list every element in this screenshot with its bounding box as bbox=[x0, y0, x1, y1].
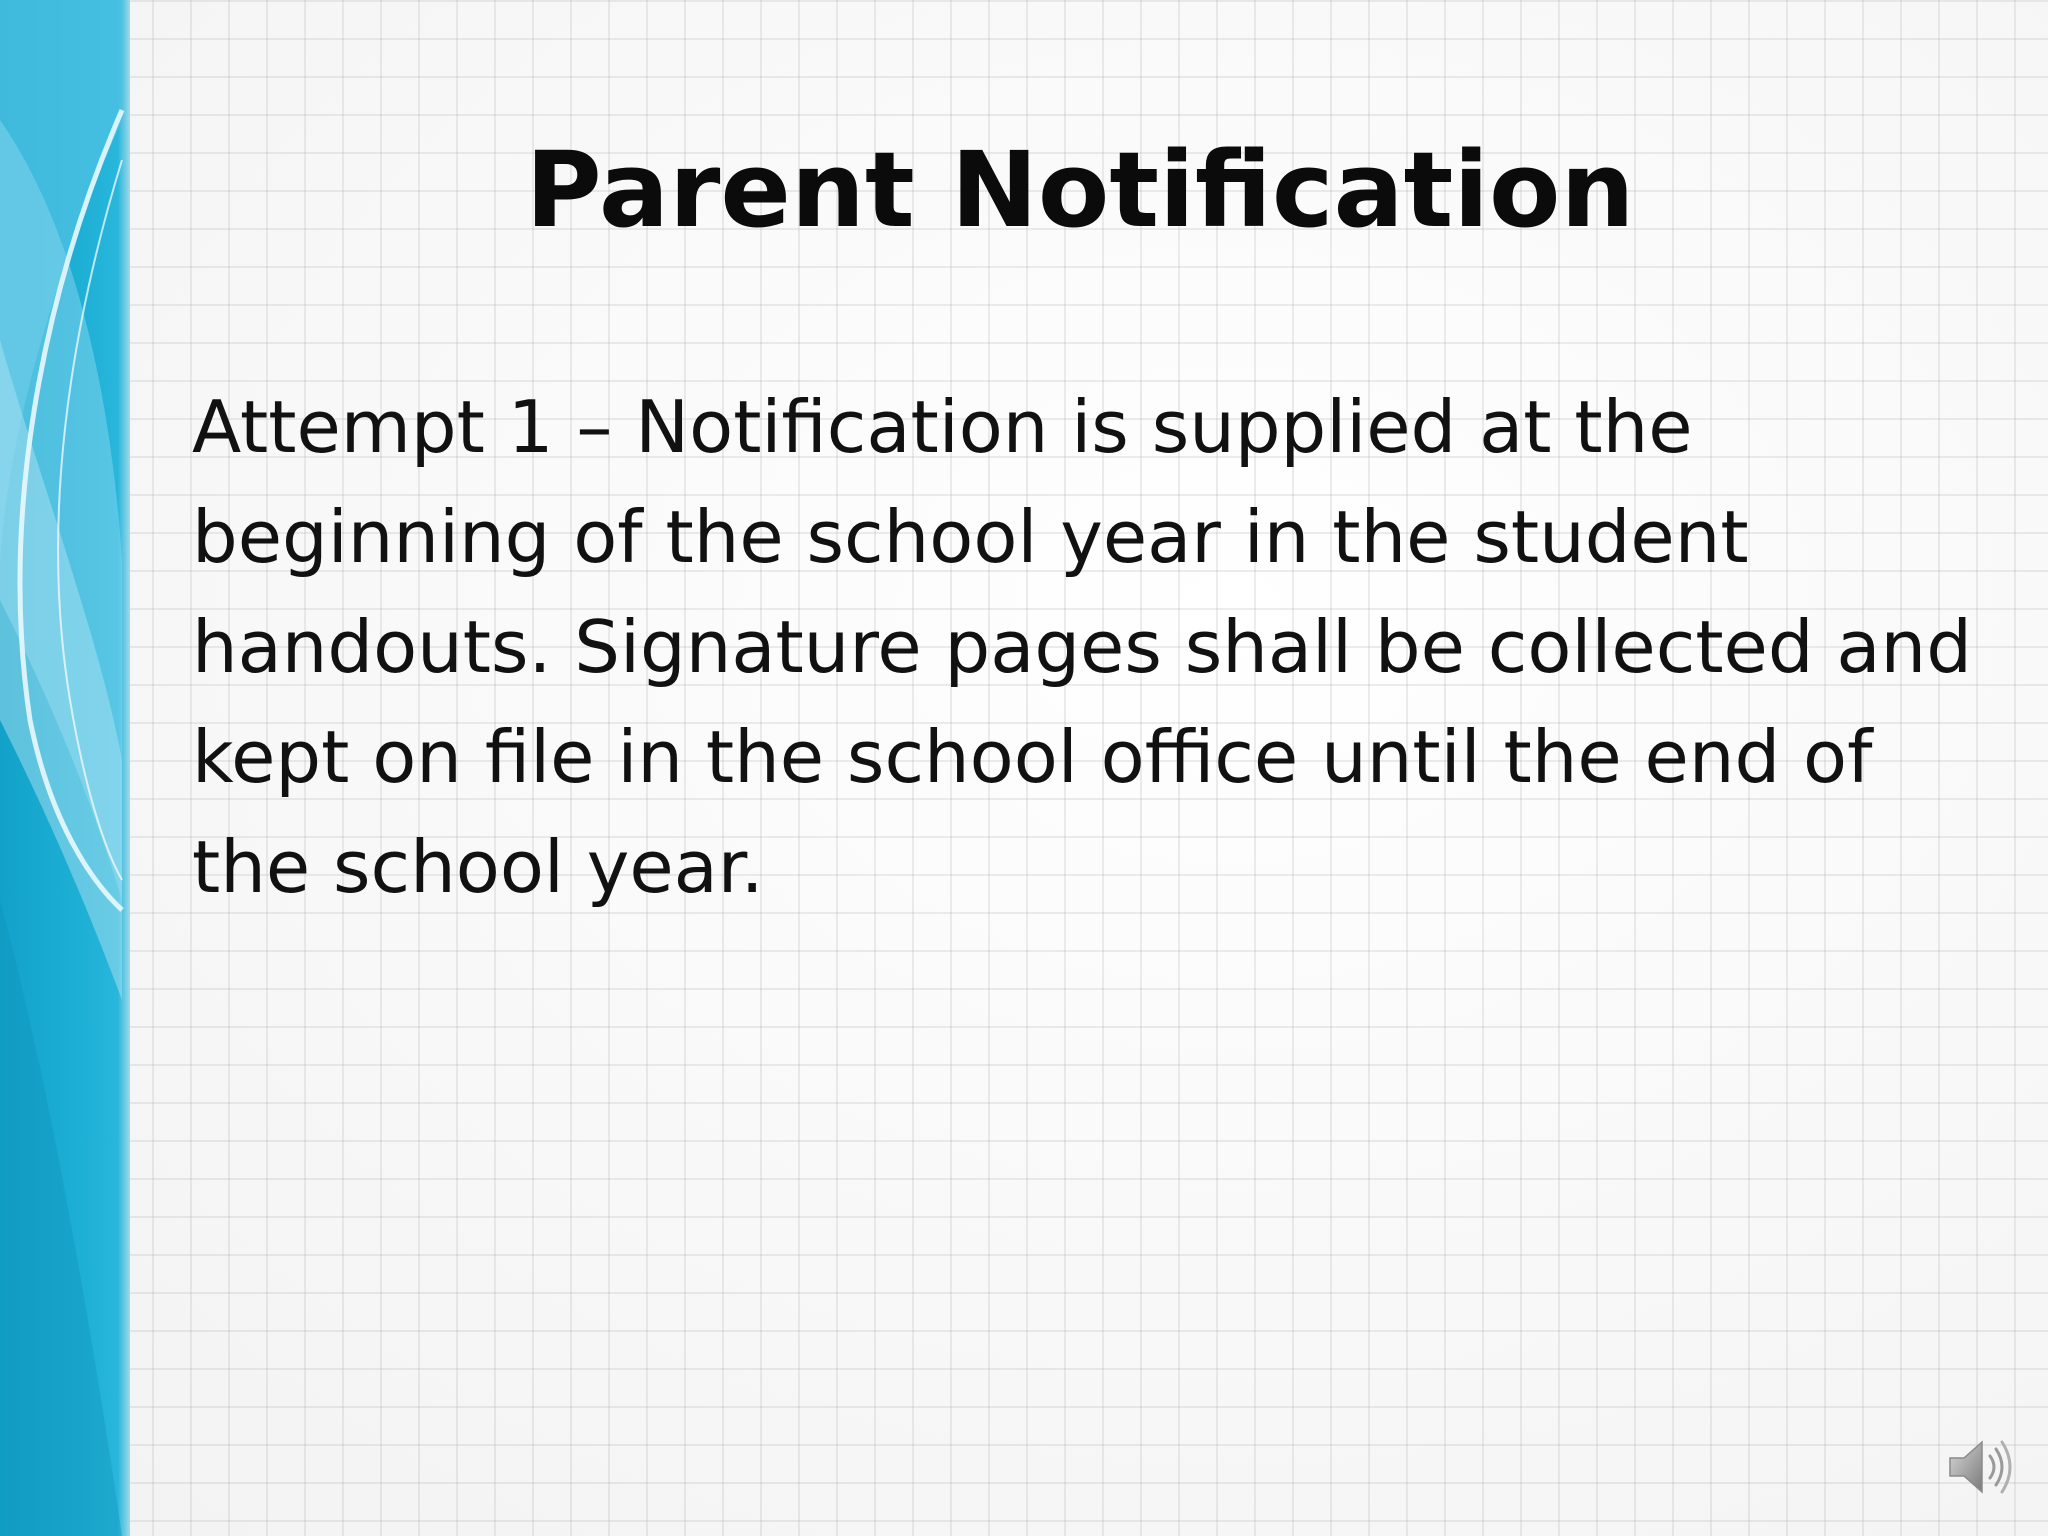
slide-title: Parent Notification bbox=[525, 129, 1635, 251]
decorative-side-band bbox=[0, 0, 130, 1536]
slide-body-text: Attempt 1 – Notification is supplied at the beginning of the school year in the student handouts. Signature pages shall be collected and kept on file in the school office until the end of the school year. bbox=[192, 385, 1972, 909]
wave-decoration bbox=[0, 0, 130, 1536]
speaker-icon[interactable] bbox=[1944, 1432, 2014, 1502]
